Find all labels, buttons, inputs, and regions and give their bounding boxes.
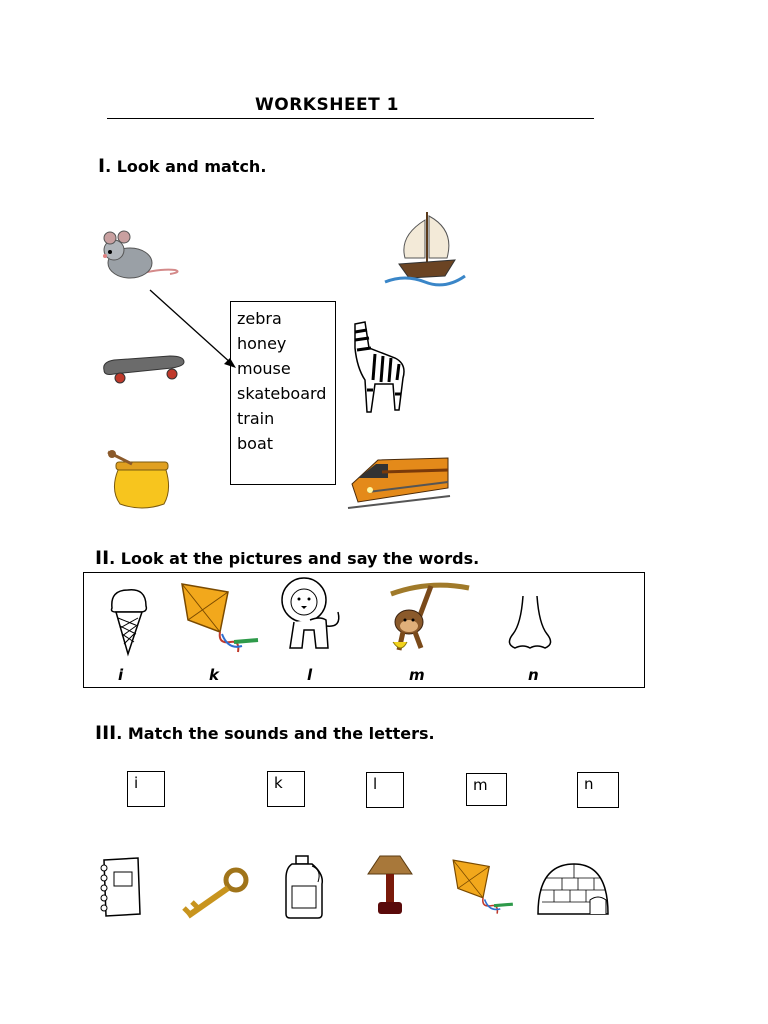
word-honey: honey (237, 334, 287, 353)
letter-box-l[interactable]: l (366, 772, 404, 808)
section-2-text: . Look at the pictures and say the words. (109, 549, 480, 568)
word-boat: boat (237, 434, 274, 453)
word-bank (230, 301, 336, 485)
ice-cream-icon (106, 582, 152, 656)
train-icon (348, 448, 450, 512)
key-icon (180, 866, 252, 924)
picture-row (83, 572, 645, 688)
word-zebra: zebra (237, 309, 282, 328)
section-1-text: . Look and match. (105, 157, 267, 176)
mouse-icon (100, 228, 180, 288)
section-3-text: . Match the sounds and the letters. (116, 724, 435, 743)
word-skateboard: skateboard (237, 384, 327, 403)
letter-box-n[interactable]: n (577, 772, 619, 808)
letter-box-m[interactable]: m (466, 773, 507, 806)
monkey-icon (385, 578, 471, 656)
nose-icon (505, 594, 555, 652)
boat-icon (385, 210, 467, 290)
letter-box-k[interactable]: k (267, 771, 305, 807)
section-3-heading (95, 722, 435, 744)
kite-icon (178, 580, 262, 664)
caption-letter-n: n (528, 666, 539, 684)
word-train: train (237, 409, 275, 428)
honey-pot-icon (106, 448, 172, 510)
word-mouse: mouse (237, 359, 291, 378)
section-2-numeral: II (95, 547, 110, 569)
jug-icon (282, 854, 326, 920)
section-2-heading (95, 547, 479, 569)
title-underline (107, 118, 594, 119)
igloo-icon (534, 860, 612, 918)
letter-box-i[interactable]: i (127, 771, 165, 807)
skateboard-icon (100, 352, 186, 386)
caption-letter-m: m (409, 666, 425, 684)
notebook-icon (98, 856, 142, 918)
zebra-icon (345, 318, 409, 416)
section-1-heading (98, 155, 266, 177)
caption-letter-k: k (209, 666, 219, 684)
caption-letter-l: l (307, 666, 313, 684)
section-1-numeral: I (98, 155, 106, 177)
worksheet-title: WORKSHEET 1 (255, 95, 400, 115)
section-3-numeral: III (95, 722, 117, 744)
lion-icon (280, 576, 344, 652)
lamp-icon (366, 852, 414, 918)
caption-letter-i: i (118, 666, 124, 684)
kite-icon-2 (450, 856, 516, 924)
